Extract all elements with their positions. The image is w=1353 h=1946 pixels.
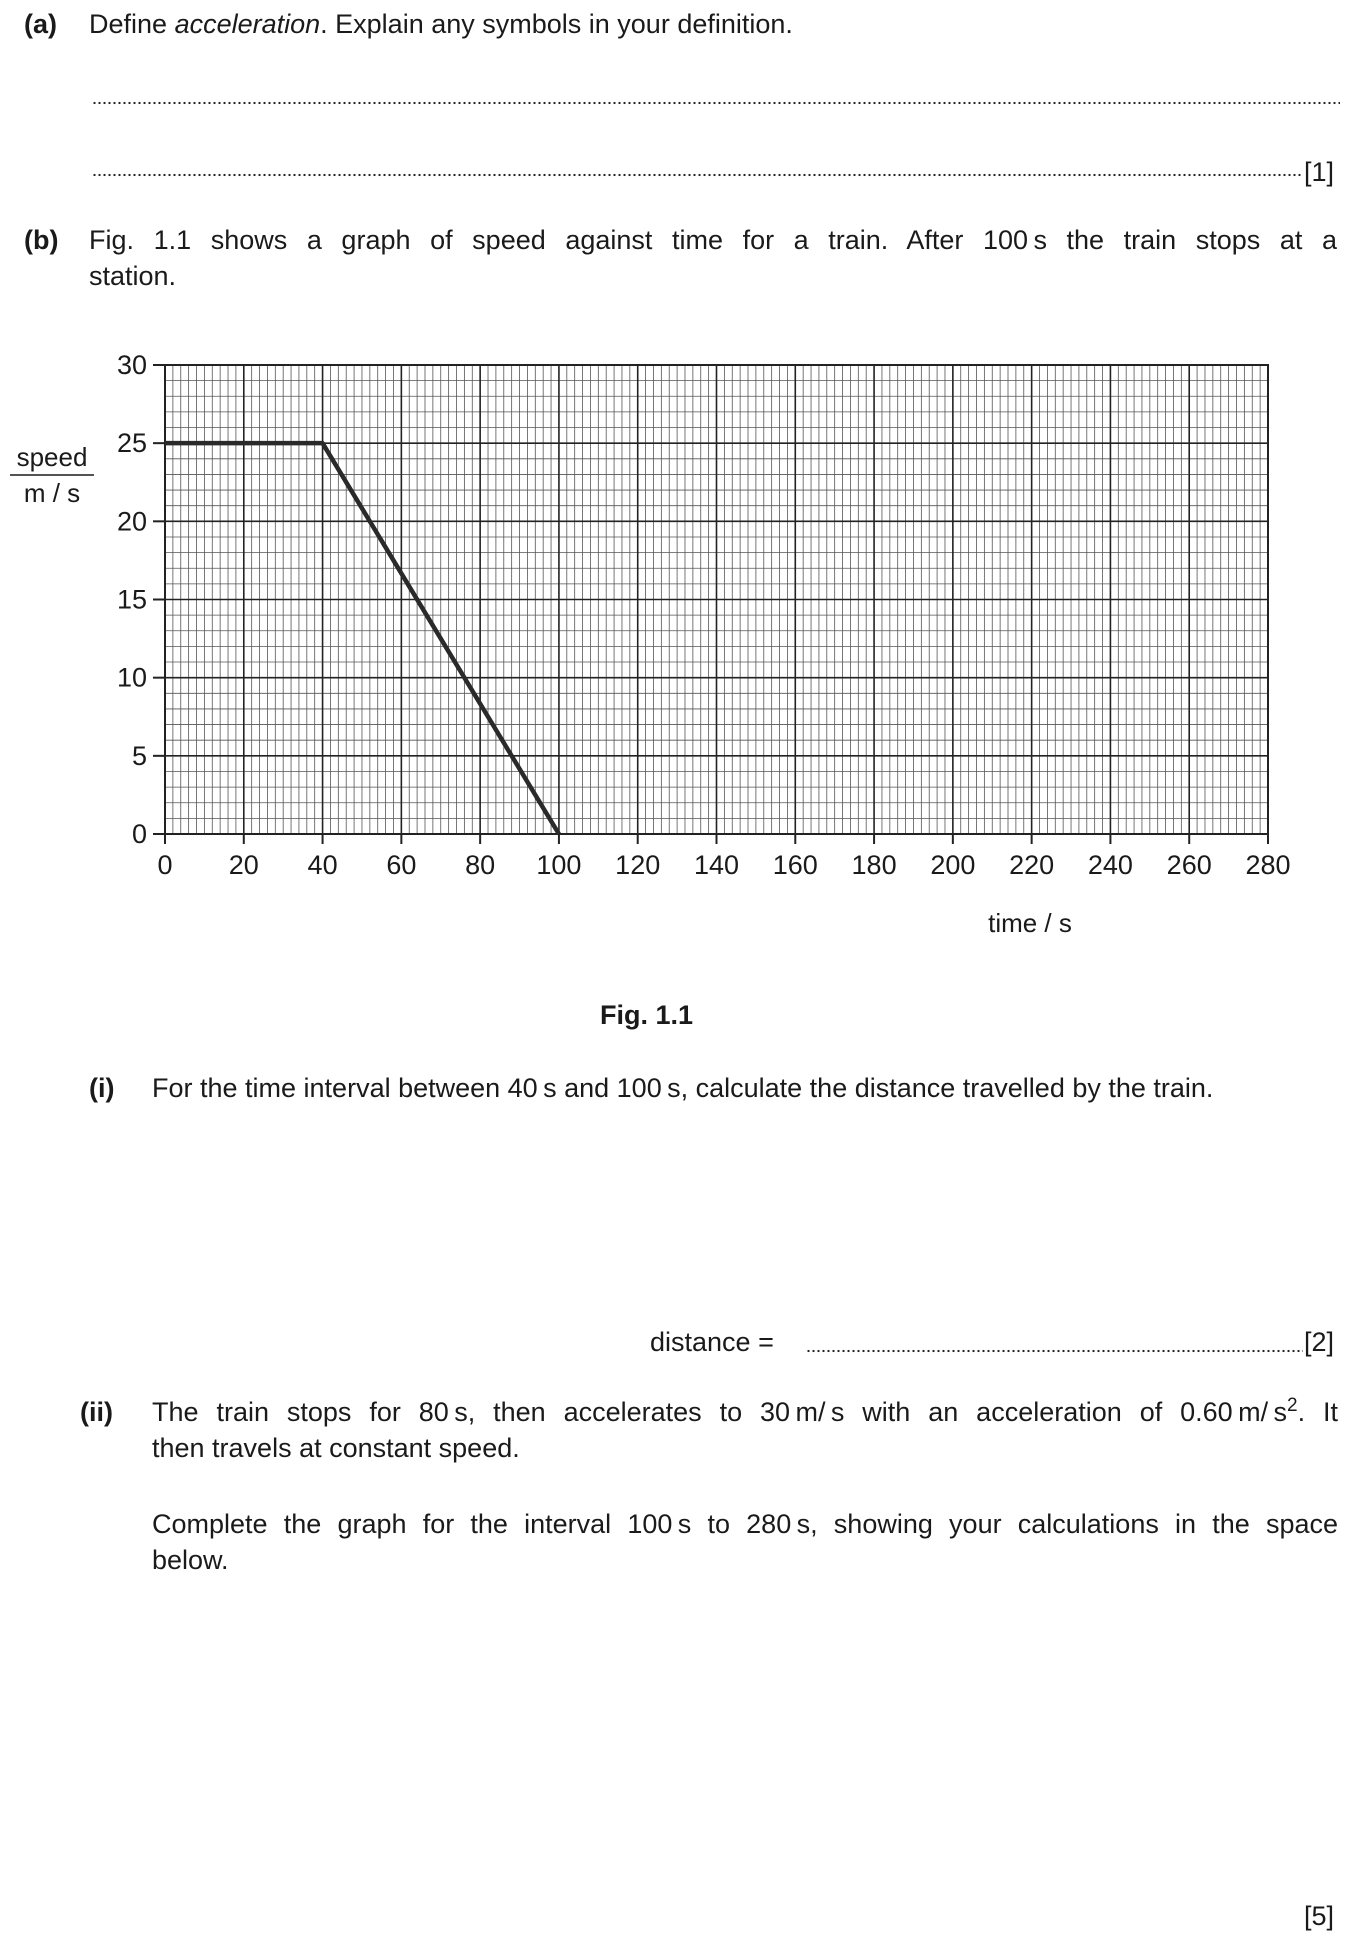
- x-tick-label: 120: [615, 850, 661, 880]
- part-b-text-line2: station.: [89, 261, 177, 291]
- part-i-label: (i): [89, 1073, 115, 1103]
- part-ii-text-line3: Complete the graph for the interval 100 s to 280 s, showing your calculations in the space: [152, 1509, 1338, 1539]
- part-ii-text-line1-main: The train stops for 80 s, then accelerates to 30 m/ s with an acceleration of 0.60 m/ s: [152, 1397, 1287, 1427]
- x-tick-label: 60: [386, 850, 417, 880]
- y-tick-label: 10: [116, 662, 147, 693]
- part-b-text-line1: Fig. 1.1 shows a graph of speed against time for a train. After 100 s the train stops at a: [89, 225, 1337, 255]
- part-a-emphasis: acceleration: [174, 9, 321, 39]
- y-tick-label: 15: [116, 584, 147, 615]
- y-axis-label-quantity: speed: [16, 442, 88, 472]
- x-tick-label: 180: [851, 850, 897, 880]
- y-tick-label: 25: [116, 428, 147, 459]
- x-tick-label: 140: [693, 850, 740, 880]
- x-axis-label: time / s: [988, 908, 1072, 938]
- x-tick-label: 200: [930, 850, 976, 880]
- x-tick-label: 20: [228, 850, 259, 880]
- x-tick-label: 100: [536, 850, 582, 880]
- x-tick-label: 240: [1087, 850, 1133, 880]
- x-tick-label: 0: [157, 850, 173, 880]
- part-ii-text-line2: then travels at constant speed.: [152, 1433, 520, 1463]
- y-tick-label: 30: [116, 350, 147, 380]
- part-ii-text-line4: below.: [152, 1545, 229, 1575]
- part-a-text: Define: [89, 9, 175, 39]
- part-ii-superscript: 2: [1286, 1395, 1298, 1416]
- x-tick-label: 280: [1245, 850, 1291, 880]
- part-ii-marks: [5]: [1304, 1901, 1335, 1931]
- part-a-label: (a): [24, 9, 57, 39]
- x-tick-label: 160: [772, 850, 818, 880]
- x-tick-label: 220: [1009, 850, 1055, 880]
- distance-answer-label: distance =: [650, 1327, 774, 1357]
- part-ii-text-line1-end: . It: [1297, 1397, 1338, 1427]
- x-tick-label: 80: [465, 850, 496, 880]
- distance-answer-line[interactable]: [806, 1349, 1303, 1353]
- figure-caption: Fig. 1.1: [600, 1000, 694, 1030]
- y-axis-label-unit: m / s: [23, 478, 81, 508]
- y-tick-label: 0: [131, 819, 147, 849]
- part-a-marks: [1]: [1304, 157, 1335, 187]
- y-tick-label: 5: [131, 740, 147, 771]
- part-i-question: For the time interval between 40 s and 100 s, calculate the distance travelled by the train.: [152, 1073, 1214, 1103]
- part-ii-text-line1: [152, 1394, 1338, 1430]
- x-tick-label: 260: [1166, 850, 1212, 880]
- part-i-marks: [2]: [1304, 1327, 1335, 1357]
- part-a-text-end: . Explain any symbols in your definition.: [320, 9, 793, 39]
- part-ii-label: (ii): [80, 1397, 113, 1427]
- y-tick-label: 20: [116, 506, 147, 537]
- x-tick-label: 40: [307, 850, 338, 880]
- part-b-label: (b): [24, 225, 59, 255]
